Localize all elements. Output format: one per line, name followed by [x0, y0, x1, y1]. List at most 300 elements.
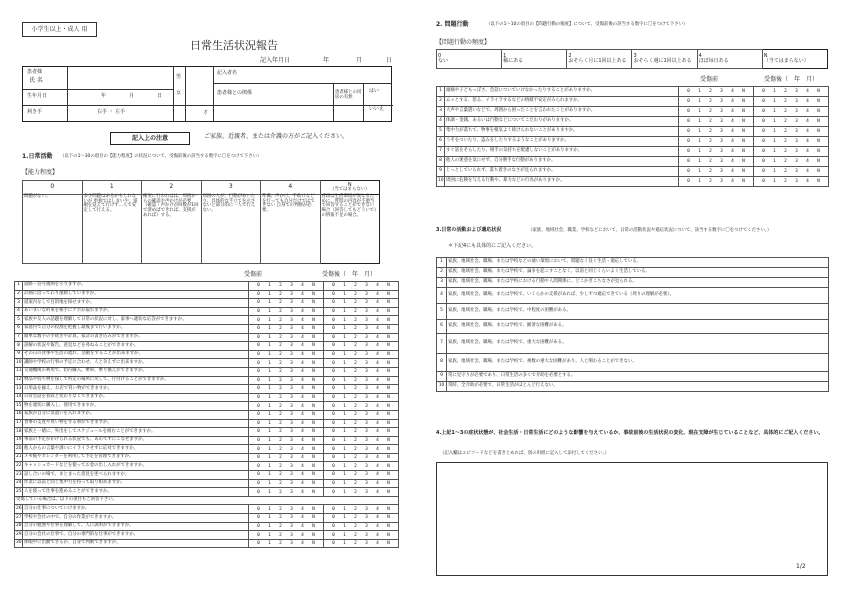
after-opt[interactable]: 3 [365, 455, 368, 461]
before-opt[interactable]: 0 [687, 89, 690, 94]
before-opt[interactable]: 3 [290, 386, 293, 392]
before-opt[interactable]: 1 [268, 446, 271, 452]
before-opt[interactable]: 4 [301, 506, 304, 512]
before-opt[interactable]: 0 [257, 446, 260, 452]
before-opt[interactable]: 2 [279, 291, 282, 297]
after-opt[interactable]: 3 [365, 300, 368, 306]
before-opt[interactable]: 2 [279, 446, 282, 452]
before-opt[interactable]: 3 [290, 420, 293, 426]
before-opt[interactable]: 1 [698, 179, 701, 184]
before-opt[interactable]: 0 [687, 109, 690, 114]
item-number[interactable]: 2 [437, 268, 447, 278]
after-opt[interactable]: 4 [376, 523, 379, 529]
after-opt[interactable]: N [817, 129, 820, 134]
after-opt[interactable]: 1 [343, 352, 346, 358]
after-opt[interactable]: 4 [376, 506, 379, 512]
after-opt[interactable]: 1 [343, 532, 346, 538]
after-opt[interactable]: 4 [806, 129, 809, 134]
item-number[interactable]: 6 [437, 320, 447, 334]
cohabit-no[interactable]: いいえ [369, 106, 385, 112]
after-opt[interactable]: 1 [343, 429, 346, 435]
before-opt[interactable]: 2 [279, 377, 282, 383]
before-opt[interactable]: 3 [290, 334, 293, 340]
after-opt[interactable]: N [387, 326, 390, 332]
before-opt[interactable]: 1 [268, 317, 271, 323]
before-opt[interactable]: 4 [301, 446, 304, 452]
after-opt[interactable]: 4 [376, 480, 379, 486]
before-opt[interactable]: N [742, 139, 745, 144]
after-opt[interactable]: 4 [376, 420, 379, 426]
before-opt[interactable]: 0 [257, 395, 260, 401]
before-opt[interactable]: N [312, 326, 315, 332]
after-opt[interactable]: 1 [773, 159, 776, 164]
before-opt[interactable]: 0 [257, 309, 260, 315]
after-opt[interactable]: N [387, 437, 390, 443]
after-opt[interactable]: 1 [343, 369, 346, 375]
before-opt[interactable]: N [312, 309, 315, 315]
after-opt[interactable]: N [387, 317, 390, 323]
before-opt[interactable]: 0 [257, 429, 260, 435]
before-opt[interactable]: N [312, 541, 315, 547]
after-opt[interactable]: 3 [365, 437, 368, 443]
after-opt[interactable]: 2 [784, 149, 787, 154]
before-opt[interactable]: 2 [279, 455, 282, 461]
before-opt[interactable]: N [742, 159, 745, 164]
before-opt[interactable]: 1 [268, 412, 271, 418]
after-opt[interactable]: 0 [332, 283, 335, 289]
before-opt[interactable]: 0 [257, 420, 260, 426]
before-opt[interactable]: 4 [301, 317, 304, 323]
after-opt[interactable]: 1 [343, 489, 346, 495]
after-opt[interactable]: 1 [343, 541, 346, 547]
before-opt[interactable]: 1 [268, 326, 271, 332]
before-opt[interactable]: 1 [268, 403, 271, 409]
before-opt[interactable]: 2 [279, 352, 282, 358]
before-opt[interactable]: 0 [687, 139, 690, 144]
before-opt[interactable]: 0 [257, 437, 260, 443]
after-opt[interactable]: N [387, 446, 390, 452]
after-opt[interactable]: 1 [343, 309, 346, 315]
item-number[interactable]: 1 [437, 258, 447, 268]
before-opt[interactable]: 1 [698, 109, 701, 114]
after-opt[interactable]: 1 [343, 360, 346, 366]
before-opt[interactable]: 0 [687, 179, 690, 184]
after-opt[interactable]: 2 [784, 109, 787, 114]
after-opt[interactable]: 0 [332, 395, 335, 401]
after-opt[interactable]: 3 [365, 489, 368, 495]
after-opt[interactable]: N [387, 352, 390, 358]
after-opt[interactable]: 4 [806, 119, 809, 124]
after-opt[interactable]: 4 [806, 179, 809, 184]
after-opt[interactable]: 1 [773, 169, 776, 174]
after-opt[interactable]: 4 [376, 532, 379, 538]
before-opt[interactable]: 2 [279, 317, 282, 323]
before-opt[interactable]: 4 [731, 139, 734, 144]
before-opt[interactable]: 2 [279, 360, 282, 366]
before-opt[interactable]: 1 [268, 463, 271, 469]
after-opt[interactable]: 4 [376, 446, 379, 452]
before-opt[interactable]: 3 [720, 179, 723, 184]
after-opt[interactable]: 4 [376, 377, 379, 383]
before-opt[interactable]: 2 [279, 463, 282, 469]
before-opt[interactable]: 0 [257, 455, 260, 461]
before-opt[interactable]: 1 [698, 129, 701, 134]
before-opt[interactable]: 4 [301, 334, 304, 340]
after-opt[interactable]: N [387, 360, 390, 366]
before-opt[interactable]: N [312, 386, 315, 392]
after-opt[interactable]: 4 [376, 369, 379, 375]
before-opt[interactable]: 4 [301, 532, 304, 538]
after-opt[interactable]: N [387, 420, 390, 426]
before-opt[interactable]: 2 [279, 420, 282, 426]
after-opt[interactable]: 1 [343, 343, 346, 349]
after-opt[interactable]: N [387, 429, 390, 435]
after-opt[interactable]: 0 [332, 523, 335, 529]
after-opt[interactable]: N [817, 169, 820, 174]
before-opt[interactable]: 0 [257, 523, 260, 529]
before-opt[interactable]: 1 [268, 532, 271, 538]
after-opt[interactable]: 1 [773, 129, 776, 134]
before-opt[interactable]: 0 [257, 506, 260, 512]
after-opt[interactable]: 2 [354, 352, 357, 358]
after-opt[interactable]: 3 [365, 532, 368, 538]
after-opt[interactable]: 4 [376, 326, 379, 332]
after-opt[interactable]: N [817, 179, 820, 184]
before-opt[interactable]: N [312, 506, 315, 512]
after-opt[interactable]: 2 [784, 139, 787, 144]
after-opt[interactable]: 1 [343, 377, 346, 383]
before-opt[interactable]: 1 [268, 489, 271, 495]
before-opt[interactable]: 4 [301, 369, 304, 375]
before-opt[interactable]: 3 [290, 541, 293, 547]
after-opt[interactable]: N [387, 300, 390, 306]
before-opt[interactable]: 2 [279, 489, 282, 495]
before-opt[interactable]: 3 [290, 403, 293, 409]
before-opt[interactable]: 3 [290, 506, 293, 512]
after-opt[interactable]: 4 [806, 169, 809, 174]
before-opt[interactable]: N [742, 89, 745, 94]
after-opt[interactable]: 3 [365, 291, 368, 297]
before-opt[interactable]: 4 [301, 515, 304, 521]
after-opt[interactable]: N [387, 386, 390, 392]
after-opt[interactable]: 2 [354, 437, 357, 443]
after-opt[interactable]: 2 [784, 159, 787, 164]
after-opt[interactable]: N [817, 89, 820, 94]
before-opt[interactable]: 3 [720, 169, 723, 174]
after-opt[interactable]: 3 [795, 129, 798, 134]
after-opt[interactable]: 4 [806, 99, 809, 104]
after-opt[interactable]: 1 [343, 472, 346, 478]
before-opt[interactable]: 2 [709, 109, 712, 114]
after-opt[interactable]: 3 [795, 99, 798, 104]
after-opt[interactable]: 2 [784, 169, 787, 174]
before-opt[interactable]: 0 [257, 472, 260, 478]
after-opt[interactable]: 2 [354, 300, 357, 306]
after-opt[interactable]: 3 [365, 523, 368, 529]
after-opt[interactable]: 0 [762, 169, 765, 174]
before-opt[interactable]: 2 [279, 480, 282, 486]
before-opt[interactable]: 0 [257, 515, 260, 521]
after-opt[interactable]: 3 [365, 446, 368, 452]
before-opt[interactable]: 4 [301, 326, 304, 332]
before-opt[interactable]: 0 [257, 300, 260, 306]
before-opt[interactable]: 3 [290, 326, 293, 332]
after-opt[interactable]: 1 [343, 506, 346, 512]
after-opt[interactable]: 3 [365, 334, 368, 340]
item-number[interactable]: 8 [437, 354, 447, 372]
after-opt[interactable]: N [387, 472, 390, 478]
after-opt[interactable]: N [387, 291, 390, 297]
before-opt[interactable]: 0 [257, 369, 260, 375]
after-opt[interactable]: 2 [784, 89, 787, 94]
after-opt[interactable]: 3 [365, 377, 368, 383]
after-opt[interactable]: 0 [332, 429, 335, 435]
before-opt[interactable]: 0 [257, 283, 260, 289]
after-opt[interactable]: 2 [354, 532, 357, 538]
before-opt[interactable]: 4 [301, 377, 304, 383]
after-opt[interactable]: 0 [332, 291, 335, 297]
before-opt[interactable]: N [312, 283, 315, 289]
after-opt[interactable]: 2 [354, 403, 357, 409]
after-opt[interactable]: 4 [376, 472, 379, 478]
after-opt[interactable]: 4 [376, 386, 379, 392]
after-opt[interactable]: 2 [354, 523, 357, 529]
before-opt[interactable]: 0 [257, 489, 260, 495]
before-opt[interactable]: 2 [279, 326, 282, 332]
after-opt[interactable]: 2 [354, 446, 357, 452]
before-opt[interactable]: 4 [731, 109, 734, 114]
after-opt[interactable]: 1 [343, 480, 346, 486]
before-opt[interactable]: 3 [720, 149, 723, 154]
after-opt[interactable]: 2 [354, 317, 357, 323]
before-opt[interactable]: 4 [731, 99, 734, 104]
after-opt[interactable]: N [387, 412, 390, 418]
before-opt[interactable]: 1 [268, 377, 271, 383]
after-opt[interactable]: 1 [343, 403, 346, 409]
before-opt[interactable]: 1 [268, 420, 271, 426]
before-opt[interactable]: 3 [290, 412, 293, 418]
before-opt[interactable]: 2 [709, 159, 712, 164]
before-opt[interactable]: 4 [301, 403, 304, 409]
before-opt[interactable]: 2 [279, 283, 282, 289]
after-opt[interactable]: 4 [376, 541, 379, 547]
before-opt[interactable]: N [312, 352, 315, 358]
before-opt[interactable]: N [312, 395, 315, 401]
after-opt[interactable]: 4 [376, 300, 379, 306]
after-opt[interactable]: 0 [332, 352, 335, 358]
after-opt[interactable]: N [387, 309, 390, 315]
item-number[interactable]: 5 [437, 304, 447, 320]
section4-writing-box[interactable] [436, 462, 828, 576]
before-opt[interactable]: 3 [720, 89, 723, 94]
before-opt[interactable]: 4 [301, 386, 304, 392]
after-opt[interactable]: 0 [332, 455, 335, 461]
before-opt[interactable]: 1 [268, 455, 271, 461]
after-opt[interactable]: 1 [343, 283, 346, 289]
after-opt[interactable]: 2 [784, 99, 787, 104]
after-opt[interactable]: 1 [773, 109, 776, 114]
before-opt[interactable]: 2 [279, 412, 282, 418]
before-opt[interactable]: 2 [709, 99, 712, 104]
before-opt[interactable]: N [312, 437, 315, 443]
after-opt[interactable]: 1 [773, 99, 776, 104]
before-opt[interactable]: 2 [279, 343, 282, 349]
after-opt[interactable]: 3 [365, 360, 368, 366]
after-opt[interactable]: 4 [376, 395, 379, 401]
before-opt[interactable]: N [742, 109, 745, 114]
after-opt[interactable]: 3 [365, 412, 368, 418]
after-opt[interactable]: 3 [365, 515, 368, 521]
before-opt[interactable]: 4 [301, 300, 304, 306]
before-opt[interactable]: N [312, 472, 315, 478]
item-number[interactable]: 4 [437, 288, 447, 304]
before-opt[interactable]: 2 [709, 179, 712, 184]
before-opt[interactable]: 1 [268, 386, 271, 392]
before-opt[interactable]: 1 [268, 395, 271, 401]
after-opt[interactable]: 3 [795, 149, 798, 154]
after-opt[interactable]: 0 [332, 326, 335, 332]
before-opt[interactable]: 1 [698, 139, 701, 144]
before-opt[interactable]: 3 [290, 446, 293, 452]
after-opt[interactable]: 0 [332, 300, 335, 306]
after-opt[interactable]: 0 [762, 159, 765, 164]
item-number[interactable]: 9 [437, 372, 447, 382]
after-opt[interactable]: 2 [354, 360, 357, 366]
after-opt[interactable]: 0 [332, 420, 335, 426]
after-opt[interactable]: 2 [784, 129, 787, 134]
after-opt[interactable]: 1 [343, 446, 346, 452]
after-opt[interactable]: 3 [365, 463, 368, 469]
after-opt[interactable]: 1 [343, 334, 346, 340]
before-opt[interactable]: N [312, 412, 315, 418]
after-opt[interactable]: 2 [354, 283, 357, 289]
before-opt[interactable]: 3 [290, 360, 293, 366]
after-opt[interactable]: N [387, 395, 390, 401]
after-opt[interactable]: 4 [806, 109, 809, 114]
before-opt[interactable]: 2 [709, 139, 712, 144]
after-opt[interactable]: N [387, 489, 390, 495]
before-opt[interactable]: 1 [268, 506, 271, 512]
after-opt[interactable]: 0 [762, 99, 765, 104]
before-opt[interactable]: N [312, 343, 315, 349]
before-opt[interactable]: 2 [279, 334, 282, 340]
before-opt[interactable]: 4 [301, 472, 304, 478]
after-opt[interactable]: 2 [354, 515, 357, 521]
before-opt[interactable]: 2 [279, 403, 282, 409]
after-opt[interactable]: 0 [332, 515, 335, 521]
before-opt[interactable]: 2 [279, 386, 282, 392]
before-opt[interactable]: 1 [698, 119, 701, 124]
before-opt[interactable]: 3 [290, 317, 293, 323]
name-field[interactable] [69, 69, 171, 87]
before-opt[interactable]: 4 [301, 541, 304, 547]
after-opt[interactable]: 3 [795, 89, 798, 94]
before-opt[interactable]: 2 [279, 437, 282, 443]
before-opt[interactable]: 2 [279, 395, 282, 401]
after-opt[interactable]: 0 [762, 89, 765, 94]
before-opt[interactable]: N [312, 317, 315, 323]
after-opt[interactable]: 1 [773, 139, 776, 144]
before-opt[interactable]: 0 [687, 159, 690, 164]
before-opt[interactable]: 4 [731, 129, 734, 134]
before-opt[interactable]: 0 [257, 317, 260, 323]
after-opt[interactable]: 0 [762, 119, 765, 124]
sex-female[interactable]: 女 [176, 90, 182, 96]
before-opt[interactable]: 1 [268, 472, 271, 478]
before-opt[interactable]: 3 [290, 455, 293, 461]
after-opt[interactable]: 0 [332, 412, 335, 418]
after-opt[interactable]: 1 [343, 395, 346, 401]
before-opt[interactable]: 1 [268, 309, 271, 315]
before-opt[interactable]: N [312, 403, 315, 409]
before-opt[interactable]: 2 [279, 532, 282, 538]
after-opt[interactable]: 2 [354, 420, 357, 426]
after-opt[interactable]: 1 [773, 89, 776, 94]
after-opt[interactable]: 1 [343, 463, 346, 469]
after-opt[interactable]: 0 [332, 472, 335, 478]
before-opt[interactable]: 2 [279, 506, 282, 512]
before-opt[interactable]: 2 [709, 89, 712, 94]
after-opt[interactable]: N [817, 99, 820, 104]
before-opt[interactable]: N [312, 532, 315, 538]
before-opt[interactable]: 2 [279, 309, 282, 315]
before-opt[interactable]: 4 [301, 412, 304, 418]
after-opt[interactable]: 4 [376, 317, 379, 323]
before-opt[interactable]: N [312, 446, 315, 452]
after-opt[interactable]: 4 [376, 412, 379, 418]
dominant-hand-options[interactable]: 右手 ・ 左手 [97, 109, 126, 115]
after-opt[interactable]: 2 [354, 343, 357, 349]
before-opt[interactable]: 1 [698, 169, 701, 174]
after-opt[interactable]: N [387, 283, 390, 289]
after-opt[interactable]: 4 [376, 437, 379, 443]
item-number[interactable]: 3 [437, 278, 447, 288]
after-opt[interactable]: 0 [332, 343, 335, 349]
before-opt[interactable]: 1 [698, 89, 701, 94]
before-opt[interactable]: 0 [687, 99, 690, 104]
after-opt[interactable]: 2 [354, 412, 357, 418]
after-opt[interactable]: 4 [376, 352, 379, 358]
before-opt[interactable]: 0 [257, 532, 260, 538]
after-opt[interactable]: 1 [773, 119, 776, 124]
before-opt[interactable]: 0 [257, 360, 260, 366]
before-opt[interactable]: 4 [301, 455, 304, 461]
before-opt[interactable]: 4 [301, 437, 304, 443]
after-opt[interactable]: 2 [354, 541, 357, 547]
after-opt[interactable]: 2 [784, 119, 787, 124]
after-opt[interactable]: 4 [806, 139, 809, 144]
before-opt[interactable]: 0 [257, 403, 260, 409]
before-opt[interactable]: N [312, 515, 315, 521]
before-opt[interactable]: 4 [731, 149, 734, 154]
before-opt[interactable]: N [742, 169, 745, 174]
after-opt[interactable]: 3 [795, 169, 798, 174]
before-opt[interactable]: 4 [301, 352, 304, 358]
after-opt[interactable]: 0 [332, 480, 335, 486]
before-opt[interactable]: 1 [698, 159, 701, 164]
before-opt[interactable]: 3 [290, 489, 293, 495]
before-opt[interactable]: 2 [709, 129, 712, 134]
before-opt[interactable]: 2 [709, 149, 712, 154]
before-opt[interactable]: 1 [268, 291, 271, 297]
before-opt[interactable]: 3 [720, 99, 723, 104]
after-opt[interactable]: 0 [762, 139, 765, 144]
after-opt[interactable]: 0 [332, 446, 335, 452]
before-opt[interactable]: N [742, 149, 745, 154]
before-opt[interactable]: 4 [301, 343, 304, 349]
before-opt[interactable]: 1 [268, 352, 271, 358]
before-opt[interactable]: 1 [268, 343, 271, 349]
